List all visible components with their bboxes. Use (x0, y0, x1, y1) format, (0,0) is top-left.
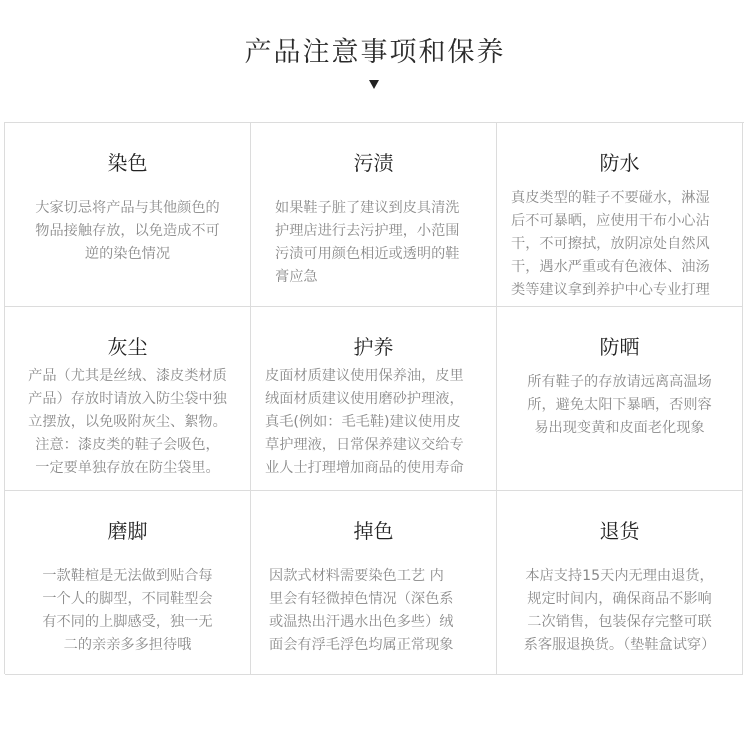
care-item-title: 染色 (107, 151, 148, 175)
care-item-text: 一款鞋楦是无法做到贴合每 一个人的脚型，不同鞋型会 有不同的上脚感受，独一无 二的亲亲多多担待哦 (42, 568, 213, 653)
care-item-text: 大家切忌将产品与其他颜色的 物品接触存放，以免造成不可 逆的染色情况 (35, 200, 220, 262)
care-item-sun-protection (497, 307, 743, 491)
care-item-returns (497, 491, 743, 675)
care-item-title: 护养 (353, 335, 394, 359)
care-item-text: 真皮类型的鞋子不要碰水，淋湿 后不可暴晒，应使用干布小心沾 干，不可擦拭，放阴凉处自然风 干，遇水严重或有色液体、油汤 类等建议拿到养护中心专业打理 (511, 190, 710, 298)
care-item-maintenance (251, 307, 497, 491)
care-item-title: 磨脚 (107, 519, 148, 543)
care-item-stains (251, 123, 497, 307)
care-item-title: 灰尘 (107, 335, 148, 359)
care-item-text: 因款式材料需要染色工艺 内 里会有轻微掉色情况（深色系 或温热出汗遇水出色多些）绒 面会有浮毛浮色均属正常现象 (269, 568, 454, 653)
care-item-waterproof (497, 123, 743, 307)
care-item-text: 皮面材质建议使用保养油，皮里 绒面材质建议使用磨砂护理液， 真毛(例如：毛毛鞋)建议使用皮 草护理液，日常保养建议交给专 业人士打理增加商品的使用寿命 (265, 368, 464, 476)
care-item-title: 掉色 (353, 519, 394, 543)
care-item-dyeing (5, 123, 251, 307)
care-item-text: 产品（尤其是丝绒、漆皮类材质 产品）存放时请放入防尘袋中独 立摆放，以免吸附灰尘、絮物。 注意：漆皮类的鞋子会吸色， 一定要单独存放在防尘袋里。 (28, 368, 227, 476)
care-item-title: 退货 (599, 519, 640, 543)
care-item-title: 防水 (599, 151, 640, 175)
down-arrow-icon (369, 80, 379, 89)
care-item-text: 本店支持15天内无理由退货， 规定时间内，确保商品不影响 二次销售，包装保存完整可联 系客服退换货。（垫鞋盒试穿） (523, 568, 716, 653)
care-item-dust (5, 307, 251, 491)
page-title: 产品注意事项和保养 (244, 37, 506, 68)
care-item-fit (5, 491, 251, 675)
care-item-text: 所有鞋子的存放请远离高温场 所，避免太阳下暴晒，否则容 易出现变黄和皮面老化现象 (527, 374, 712, 436)
care-item-title: 污渍 (353, 151, 394, 175)
care-item-fading (251, 491, 497, 675)
care-item-title: 防晒 (599, 335, 640, 359)
care-item-text: 如果鞋子脏了建议到皮具清洗 护理店进行去污护理，小范围 污渍可用颜色相近或透明的鞋 膏应急 (275, 200, 460, 285)
care-grid (4, 122, 744, 674)
